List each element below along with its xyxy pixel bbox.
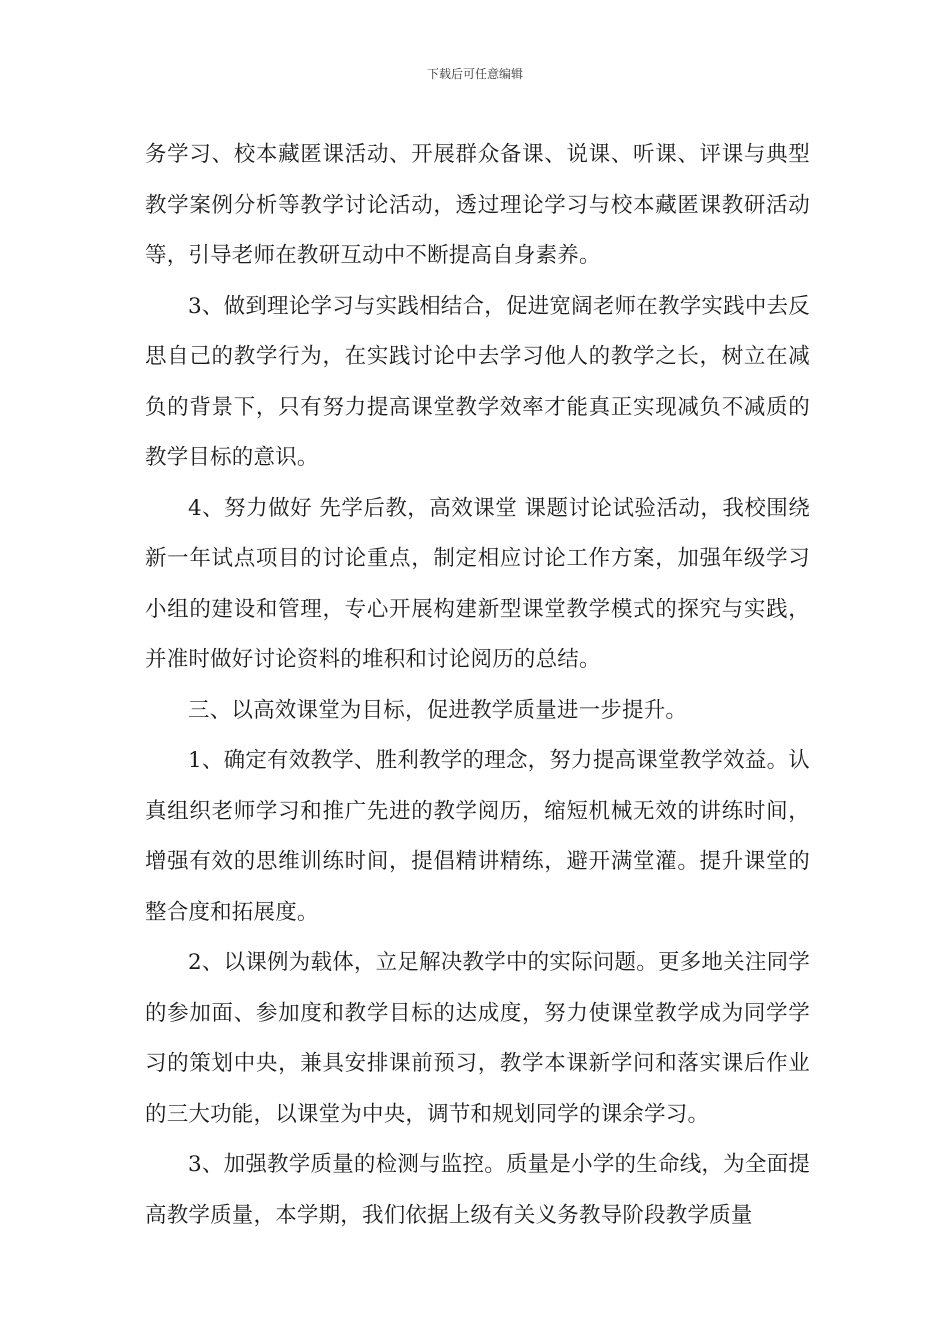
paragraph-6: 3、加强教学质量的检测与监控。质量是小学的生命线，为全面提高教学质量，本学期，我们依据上级有关义务教导阶段教学质量 — [145, 1152, 810, 1228]
paragraph-5: 2、以课例为载体，立足解决教学中的实际问题。更多地关注同学的参加面、参加度和教学目标的达成度，努力使课堂教学成为同学学习的策划中央，兼具安排课前预习，教学本课新学问和落实课后作业的三大功能，以课堂为中央，调节和规划同学的课余学习。 — [145, 950, 810, 1127]
paragraph-3: 4、努力做好 先学后教，高效课堂 课题讨论试验活动，我校围绕新一年试点项目的讨论重点，制定相应讨论工作方案，加强年级学习小组的建设和管理，专心开展构建新型课堂教学模式的探究与实践，并准时做好讨论资料的堆积和讨论阅历的总结。 — [145, 495, 810, 672]
document-body — [145, 130, 810, 1241]
section-heading-3: 三、以高效课堂为目标，促进教学质量进一步提升。 — [188, 697, 688, 723]
paragraph-4: 1、确定有效教学、胜利教学的理念，努力提高课堂教学效益。认真组织老师学习和推广先进的教学阅历，缩短机械无效的讲练时间，增强有效的思维训练时间，提倡精讲精练，避开满堂灌。提升课堂的整合度和拓展度。 — [145, 748, 810, 925]
page-header: 下载后可任意编辑 — [426, 67, 523, 81]
paragraph-2: 3、做到理论学习与实践相结合，促进宽阔老师在教学实践中去反思自己的教学行为，在实践讨论中去学习他人的教学之长，树立在减负的背景下，只有努力提高课堂教学效率才能真正实现减负不减质的教学目标的意识。 — [145, 293, 810, 470]
paragraph-1: 务学习、校本藏匿课活动、开展群众备课、说课、听课、评课与典型教学案例分析等教学讨论活动，透过理论学习与校本藏匿课教研活动等，引导老师在教研互动中不断提高自身素养。 — [145, 142, 810, 268]
